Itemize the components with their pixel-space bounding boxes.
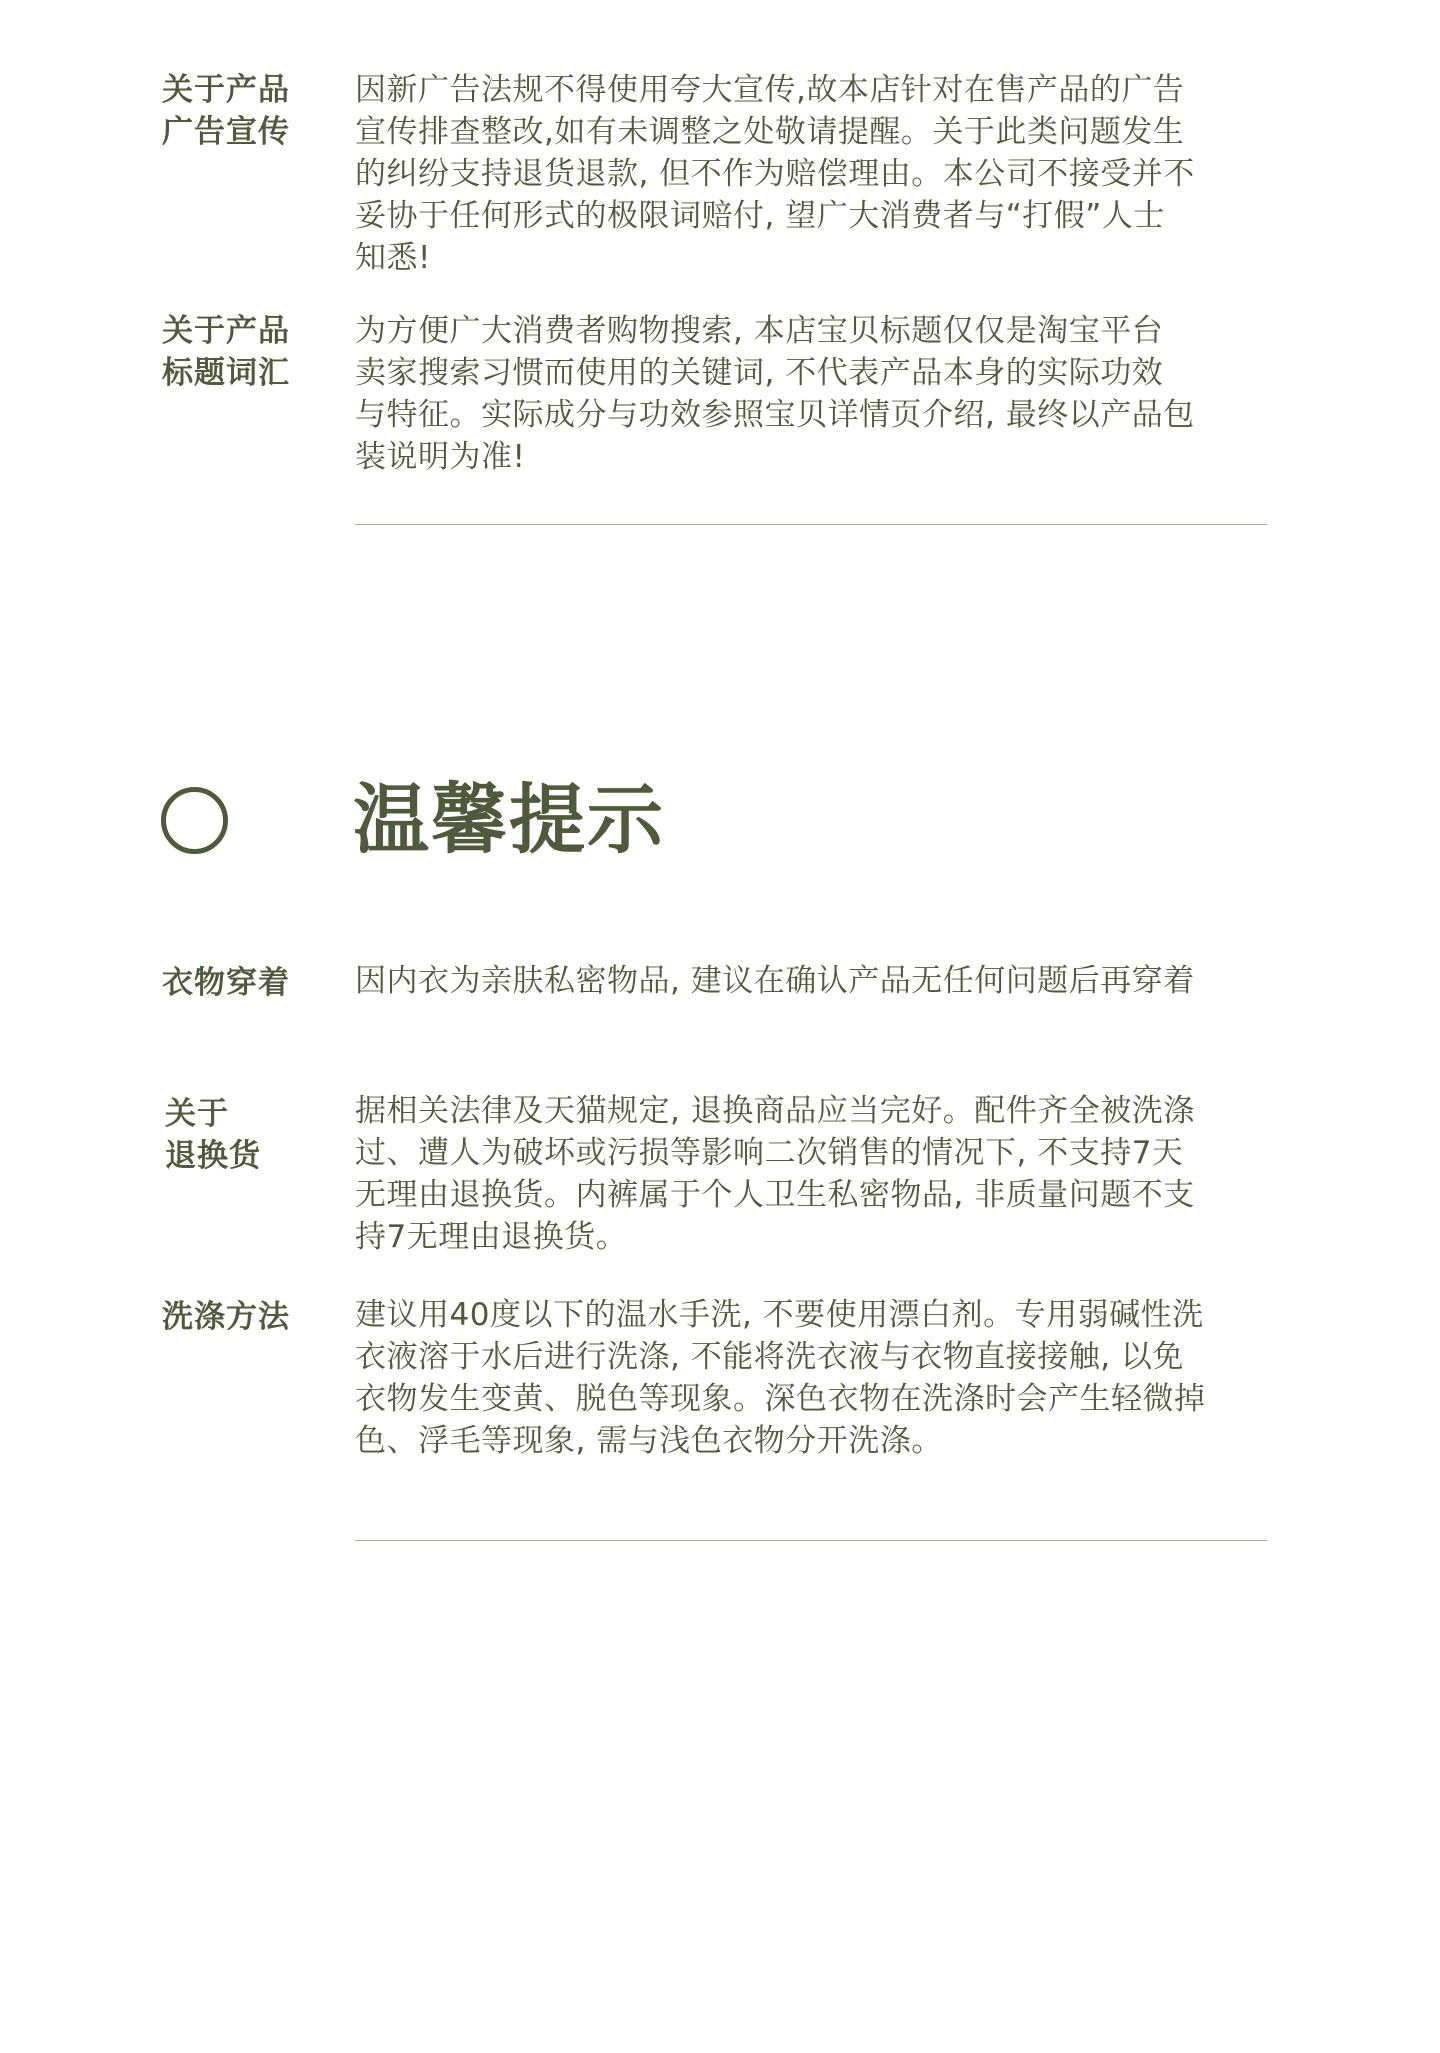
ad-section-label: [162, 69, 322, 153]
returns-text-line-1: 据相关法律及天猫规定, 退换商品应当完好。配件齐全被洗涤: [355, 1093, 1195, 1129]
returns-text-line-2: 过、遭人为破坏或污损等影响二次销售的情况下, 不支持7天: [355, 1135, 1184, 1171]
title-words-text-line-1: 为方便广大消费者购物搜索, 本店宝贝标题仅仅是淘宝平台: [355, 313, 1164, 349]
washing-label-line-1: 洗涤方法: [162, 1299, 290, 1335]
wearing-text-line-1: 因内衣为亲肤私密物品, 建议在确认产品无任何问题后再穿着: [355, 963, 1195, 999]
title-words-text-line-3: 与特征。实际成分与功效参照宝贝详情页介绍, 最终以产品包: [355, 397, 1195, 433]
returns-label-line-1: 关于: [165, 1096, 229, 1132]
divider-bottom: [355, 1540, 1267, 1541]
returns-text-line-3: 无理由退换货。内裤属于个人卫生私密物品, 非质量问题不支: [355, 1177, 1195, 1213]
wearing-label: [162, 962, 322, 1004]
ad-text-line-2: 宣传排查整改,如有未调整之处敬请提醒。关于此类问题发生: [355, 114, 1185, 150]
divider-top: [355, 524, 1267, 525]
washing-label: [162, 1296, 322, 1338]
ad-label-line-2: 广告宣传: [162, 114, 290, 150]
returns-label: [165, 1093, 325, 1177]
ad-text-line-1: 因新广告法规不得使用夸大宣传,故本店针对在售产品的广告: [355, 72, 1185, 108]
ad-section-text: [355, 69, 1275, 279]
wearing-label-line-1: 衣物穿着: [162, 965, 290, 1001]
returns-text-line-4: 持7无理由退换货。: [355, 1219, 628, 1255]
title-words-label-line-1: 关于产品: [162, 313, 290, 349]
washing-text: [355, 1294, 1275, 1462]
title-words-label-line-2: 标题词汇: [162, 355, 290, 391]
washing-text-line-3: 衣物发生变黄、脱色等现象。深色衣物在洗涤时会产生轻微掉: [355, 1381, 1206, 1417]
circle-outline-icon: [161, 787, 228, 854]
title-words-section-label: [162, 310, 322, 394]
title-words-text-line-4: 装说明为准!: [355, 439, 526, 475]
ad-text-line-4: 妥协于任何形式的极限词赔付, 望广大消费者与“打假”人士: [355, 198, 1165, 234]
ad-text-line-5: 知悉!: [355, 240, 431, 276]
title-words-text-line-2: 卖家搜索习惯而使用的关键词, 不代表产品本身的实际功效: [355, 355, 1164, 391]
returns-text: [355, 1090, 1275, 1258]
washing-text-line-1: 建议用40度以下的温水手洗, 不要使用漂白剂。专用弱碱性洗: [355, 1297, 1204, 1333]
washing-text-line-4: 色、浮毛等现象, 需与浅色衣物分开洗涤。: [355, 1423, 943, 1459]
washing-text-line-2: 衣液溶于水后进行洗涤, 不能将洗衣液与衣物直接接触, 以免: [355, 1339, 1184, 1375]
title-words-section-text: [355, 310, 1275, 478]
ad-text-line-3: 的纠纷支持退货退款, 但不作为赔偿理由。本公司不接受并不: [355, 156, 1195, 192]
returns-label-line-2: 退换货: [165, 1138, 261, 1174]
wearing-text: [355, 960, 1275, 1002]
tips-heading: 温馨提示: [353, 775, 665, 864]
ad-label-line-1: 关于产品: [162, 72, 290, 108]
